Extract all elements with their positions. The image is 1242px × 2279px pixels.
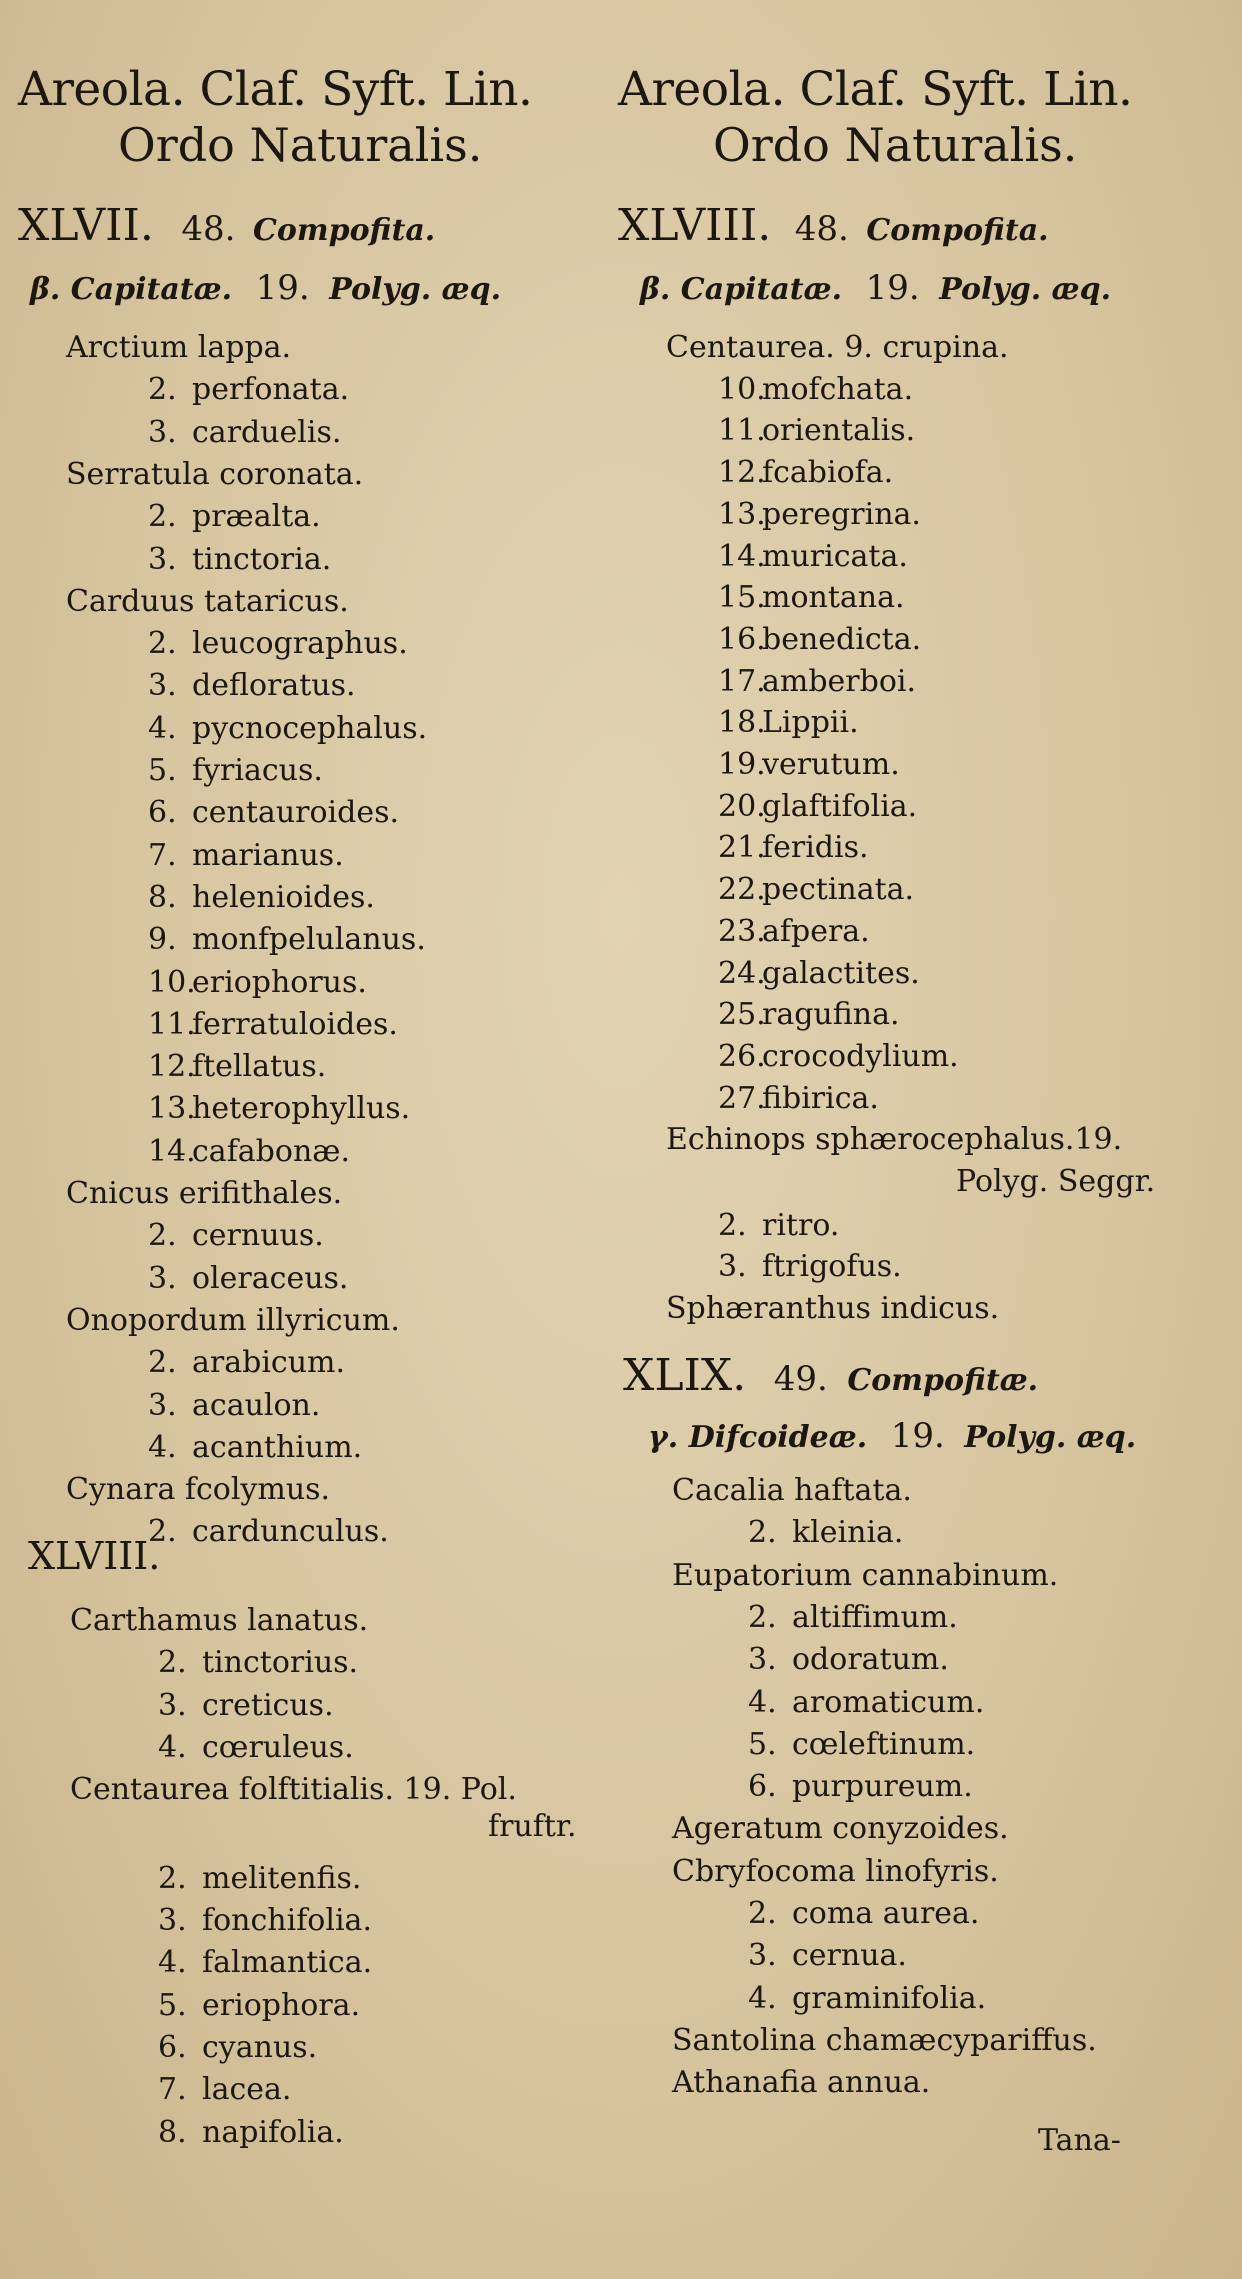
entry-number: 3. [148, 541, 177, 577]
list-item [718, 914, 870, 950]
entry-name: Cnicus erifithales. [66, 1176, 343, 1211]
list-item [148, 1049, 326, 1085]
entry-number: 5. [148, 753, 177, 788]
entry-name: fonchifolia. [202, 1903, 372, 1939]
entry-name: defloratus. [192, 668, 356, 704]
entry-number: 4. [748, 1684, 777, 1720]
entry-number: 10. [148, 964, 196, 1000]
entry-number: 19. [718, 747, 766, 782]
right-section2-heading [623, 1350, 1039, 1401]
entry-name: cernua. [792, 1938, 907, 1974]
list-item [158, 1730, 354, 1766]
list-item [718, 413, 915, 449]
entry-number: 11. [718, 413, 766, 449]
list-item [158, 1903, 372, 1939]
entry-name: Serratula coronata. [66, 456, 364, 492]
subclass-name: γ. Difcoideæ. [648, 1420, 868, 1455]
entry-number: 3. [148, 414, 177, 450]
entry-name: purpureum. [792, 1769, 973, 1805]
entry-number: 2. [158, 1860, 187, 1896]
class-number: 48. [794, 209, 849, 249]
list-item [158, 1645, 358, 1681]
list-item [148, 838, 344, 874]
list-item [158, 1988, 360, 2024]
entry-name: Echinops sphærocephalus.19. [666, 1122, 1123, 1158]
entry-name: creticus. [202, 1687, 334, 1723]
entry-number: 5. [158, 1987, 187, 2023]
entry-name: perfonata. [192, 372, 350, 408]
entry-number: 2. [158, 1645, 187, 1681]
subclass-number: 19. [255, 268, 310, 308]
class-number: 49. [773, 1359, 828, 1399]
entry-name: acaulon. [192, 1387, 321, 1423]
entry-number: 2. [148, 1218, 177, 1254]
list-item [148, 753, 323, 789]
entry-name: Santolina chamæcypariffus. [672, 2022, 1097, 2058]
list-item [148, 1007, 398, 1043]
entry-number: 22. [718, 872, 766, 908]
list-item [718, 705, 859, 741]
subclass-order: Polyg. æq. [964, 1420, 1137, 1455]
section-numeral: XLIX. [623, 1350, 747, 1401]
entry-name: crocodylium. [762, 1038, 959, 1074]
left-header-line2: Ordo Naturalis. [118, 118, 483, 172]
list-item [672, 2023, 1097, 2059]
list-item [148, 1388, 320, 1424]
list-item [148, 711, 427, 747]
entry-name: Arctium lappa. [66, 330, 292, 365]
entry-name: falmantica. [202, 1945, 373, 1981]
entry-number: 13. [148, 1091, 196, 1127]
right-subclass [640, 270, 1111, 308]
entry-name: cœruleus. [202, 1729, 354, 1765]
entry-name: fcabiofa. [762, 455, 894, 491]
entry-name: Cynara fcolymus. [66, 1472, 331, 1508]
list-item [158, 1861, 361, 1897]
list-item [748, 1642, 949, 1678]
entry-name: napifolia. [202, 2114, 344, 2150]
entry-name: eriophorus. [192, 964, 367, 1000]
entry-number: 2. [148, 626, 177, 662]
class-name: Compofitæ. [847, 1363, 1039, 1398]
entry-number: 3. [748, 1642, 777, 1678]
list-item [718, 580, 905, 616]
list-item [718, 372, 913, 408]
entry-name: fruftr. [488, 1808, 577, 1844]
entry-name: galactites. [762, 955, 920, 991]
list-item [718, 1208, 839, 1244]
list-item [158, 2030, 317, 2066]
entry-name: monfpelulanus. [192, 922, 426, 958]
entry-number: 8. [148, 879, 177, 915]
entry-number: 8. [158, 2114, 187, 2150]
entry-name: aromaticum. [792, 1684, 985, 1720]
list-item [70, 1772, 517, 1808]
entry-number: 4. [148, 1429, 177, 1465]
entry-name: Cbryfocoma linofyris. [672, 1853, 999, 1889]
entry-name: peregrina. [762, 496, 921, 532]
entry-name: montana. [762, 580, 905, 616]
right-section-heading [618, 200, 1049, 251]
list-item [148, 1430, 362, 1466]
entry-name: ferratuloides. [192, 1006, 398, 1042]
list-item [148, 1091, 410, 1127]
entry-number: 7. [148, 837, 177, 873]
list-item [148, 1218, 324, 1254]
list-item [718, 1081, 879, 1117]
list-item [748, 1685, 984, 1721]
entry-name: Onopordum illyricum. [66, 1302, 400, 1338]
entry-number: 3. [148, 668, 177, 704]
list-item [718, 1039, 959, 1075]
entry-name: ritro. [762, 1207, 840, 1243]
entry-number: 18. [718, 705, 766, 741]
entry-number: 13. [718, 496, 766, 532]
entry-name: præalta. [192, 499, 321, 535]
list-item [718, 956, 920, 992]
list-item [148, 626, 408, 662]
subclass-name: β. Capitatæ. [640, 272, 843, 307]
list-item [748, 1769, 973, 1805]
entry-number: 4. [148, 710, 177, 746]
list-item [148, 542, 331, 578]
entry-name: Cacalia haftata. [672, 1473, 912, 1508]
entry-name: Carthamus lanatus. [70, 1603, 369, 1638]
entry-number: 4. [158, 1945, 187, 1981]
list-item [66, 1303, 400, 1339]
entry-number: 12. [148, 1049, 196, 1085]
entry-number: 17. [718, 663, 766, 699]
list-item [718, 1249, 902, 1285]
entry-name: pectinata. [762, 872, 915, 908]
entry-name: verutum. [762, 747, 900, 782]
entry-name: Lippii. [762, 705, 859, 741]
entry-number: 2. [748, 1896, 777, 1931]
entry-name: oleraceus. [192, 1260, 349, 1296]
list-item [718, 497, 921, 533]
entry-number: 12. [718, 455, 766, 491]
list-item [66, 1176, 342, 1212]
entry-name: tinctoria. [192, 541, 332, 577]
entry-name: ftellatus. [192, 1049, 327, 1085]
left-section-heading [18, 200, 436, 251]
entry-number: 26. [718, 1038, 766, 1074]
entry-name: Carduus tataricus. [66, 583, 349, 619]
entry-number: 14. [718, 538, 766, 574]
list-item [148, 795, 399, 831]
entry-name: fyriacus. [192, 753, 323, 788]
list-item [748, 1981, 986, 2017]
entry-name: heterophyllus. [192, 1091, 411, 1127]
list-item [666, 330, 1009, 366]
entry-name: orientalis. [762, 413, 916, 449]
entry-name: ragufina. [762, 997, 900, 1033]
entry-name: Sphæranthus indicus. [666, 1291, 1000, 1327]
entry-name: feridis. [762, 830, 869, 866]
entry-number: 16. [718, 621, 766, 657]
entry-number: 3. [158, 1687, 187, 1723]
entry-number: 2. [148, 499, 177, 535]
section-numeral: XLVIII. [618, 200, 772, 251]
list-item [666, 1291, 999, 1327]
entry-name: leucographus. [192, 626, 408, 662]
entry-name: eriophora. [202, 1987, 361, 2023]
list-item [148, 1134, 350, 1170]
entry-number: 25. [718, 997, 766, 1033]
list-item [148, 880, 375, 916]
list-item [672, 1854, 999, 1890]
right-header-line2: Ordo Naturalis. [713, 118, 1078, 172]
entry-name: cardunculus. [192, 1514, 389, 1550]
entry-number: 4. [748, 1980, 777, 2016]
entry-name: lacea. [202, 2072, 292, 2108]
list-item [148, 922, 426, 958]
left-header-line1: Areola. Claf. Syft. Lin. [18, 62, 533, 117]
entry-number: 11. [148, 1006, 196, 1042]
entry-name: arabicum. [192, 1345, 346, 1381]
entry-number: 2. [148, 1345, 177, 1381]
entry-number: 2. [718, 1207, 747, 1243]
entry-name: muricata. [762, 538, 908, 574]
list-item [672, 1473, 912, 1509]
list-item [718, 664, 916, 700]
entry-name: centauroides. [192, 795, 400, 831]
entry-name: graminifolia. [792, 1980, 987, 2016]
class-number: 48. [181, 209, 236, 249]
entry-number: 2. [748, 1599, 777, 1635]
entry-number: 9. [148, 922, 177, 958]
list-item [148, 1261, 348, 1297]
entry-name: melitenfis. [202, 1860, 362, 1896]
entry-number: 3. [148, 1387, 177, 1423]
list-item [956, 1164, 1155, 1200]
list-item [718, 539, 908, 575]
list-item [158, 2072, 291, 2108]
subclass-order: Polyg. æq. [329, 272, 502, 307]
list-item [666, 1122, 1122, 1158]
entry-name: cœleftinum. [792, 1726, 976, 1762]
list-item [158, 1945, 372, 1981]
entry-number: 10. [718, 371, 766, 407]
entry-number: 21. [718, 830, 766, 866]
entry-name: kleinia. [792, 1515, 904, 1551]
entry-name: mofchata. [762, 371, 914, 407]
class-name: Compofita. [866, 213, 1049, 248]
entry-number: 6. [748, 1769, 777, 1805]
entry-number: 6. [148, 795, 177, 831]
list-item [148, 1514, 389, 1550]
entry-name: cyanus. [202, 2030, 318, 2065]
list-item [148, 1345, 345, 1381]
entry-number: 3. [718, 1249, 747, 1285]
entry-name: Centaurea folftitialis. 19. Pol. [70, 1772, 517, 1808]
list-item [748, 1515, 903, 1551]
entry-name: coma aurea. [792, 1896, 980, 1931]
entry-name: cafabonæ. [192, 1133, 350, 1169]
entry-number: 4. [158, 1729, 187, 1765]
entry-name: acanthium. [192, 1429, 363, 1465]
list-item [718, 830, 869, 866]
entry-name: Centaurea. 9. crupina. [666, 330, 1009, 365]
entry-name: altiffimum. [792, 1599, 958, 1635]
entry-name: cernuus. [192, 1218, 324, 1254]
list-item [148, 965, 367, 1001]
right-subclass2 [648, 1418, 1136, 1456]
entry-name: Athanafia annua. [672, 2065, 931, 2101]
subclass-name: β. Capitatæ. [30, 272, 233, 307]
left-subclass [30, 270, 501, 308]
entry-number: 7. [158, 2072, 187, 2108]
entry-number: 5. [748, 1726, 777, 1762]
entry-name: tinctorius. [202, 1645, 359, 1681]
entry-number: 14. [148, 1133, 196, 1169]
list-item [66, 457, 363, 493]
list-item [158, 1688, 334, 1724]
list-item [748, 1727, 975, 1763]
left-section2-numeral: XLVIII. [28, 1534, 161, 1578]
entry-number: 3. [148, 1260, 177, 1296]
entry-number: 24. [718, 955, 766, 991]
list-item [672, 1558, 1058, 1594]
entry-name: pycnocephalus. [192, 710, 428, 746]
subclass-number: 19. [865, 268, 920, 308]
subclass-order: Polyg. æq. [939, 272, 1112, 307]
list-item [158, 2115, 344, 2151]
entry-number: 2. [148, 372, 177, 408]
entry-name: Eupatorium cannabinum. [672, 1557, 1059, 1593]
list-item [148, 668, 356, 704]
list-item [718, 622, 921, 658]
entry-name: odoratum. [792, 1642, 949, 1678]
list-item [718, 455, 893, 491]
entry-number: 2. [148, 1514, 177, 1550]
list-item [718, 872, 914, 908]
entry-number: 15. [718, 580, 766, 616]
entry-number: 23. [718, 913, 766, 949]
entry-name: afpera. [762, 913, 870, 949]
class-name: Compofita. [253, 213, 436, 248]
list-item [66, 330, 291, 366]
entry-name: Ageratum conyzoides. [672, 1811, 1009, 1847]
list-item [718, 747, 900, 783]
list-item [672, 2065, 930, 2101]
list-item [70, 1603, 368, 1639]
list-item [488, 1809, 577, 1845]
list-item [66, 584, 349, 620]
entry-number: 3. [158, 1903, 187, 1939]
entry-name: carduelis. [192, 414, 342, 450]
list-item [748, 1938, 907, 1974]
section-numeral: XLVII. [18, 200, 154, 251]
list-item [718, 789, 917, 825]
entry-name: ftrigofus. [762, 1249, 902, 1285]
entry-name: glaftifolia. [762, 788, 918, 824]
list-item [672, 1811, 1009, 1847]
entry-name: benedicta. [762, 621, 922, 657]
list-item [66, 1472, 330, 1508]
list-item [718, 997, 900, 1033]
list-item [148, 499, 321, 535]
entry-name: fibirica. [762, 1080, 879, 1116]
right-header-line1: Areola. Claf. Syft. Lin. [618, 62, 1133, 117]
entry-name: helenioides. [192, 879, 375, 915]
entry-number: 6. [158, 2030, 187, 2065]
entry-number: 3. [748, 1938, 777, 1974]
list-item [748, 1896, 979, 1932]
subclass-number: 19. [890, 1416, 945, 1456]
entry-name: amberboi. [762, 663, 917, 699]
list-item [148, 372, 349, 408]
catchword: Tana- [1038, 2123, 1121, 2158]
list-item [748, 1600, 958, 1636]
entry-number: 20. [718, 788, 766, 824]
entry-name: Polyg. Seggr. [956, 1164, 1156, 1199]
list-item [148, 415, 341, 451]
entry-name: marianus. [192, 837, 344, 873]
entry-number: 27. [718, 1080, 766, 1116]
entry-number: 2. [748, 1515, 777, 1551]
